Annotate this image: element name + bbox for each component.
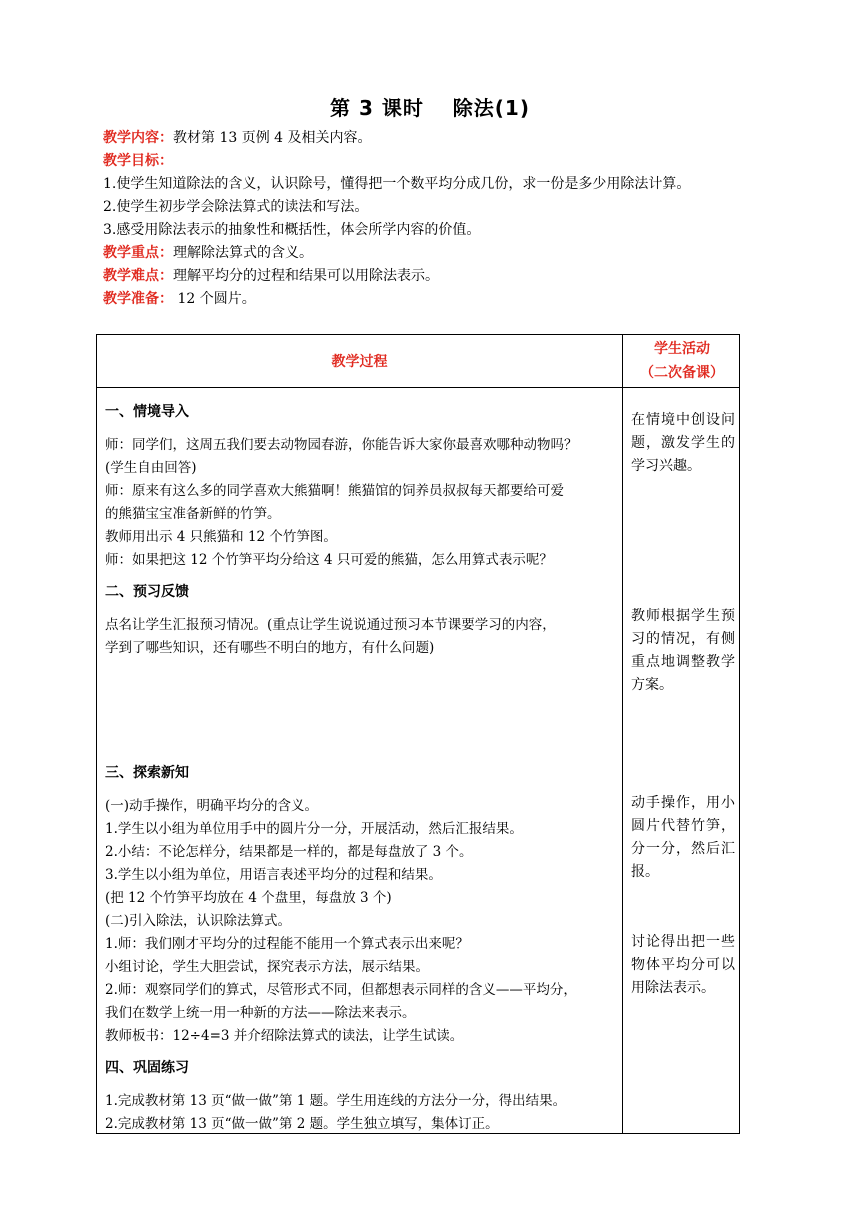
teaching-focus-text: 理解除法算式的含义。 (173, 245, 313, 261)
teaching-goals-label: 教学目标： (103, 153, 173, 169)
goal-item: 2.使学生初步学会除法算式的读法和写法。 (103, 199, 369, 215)
header-student-activity-line2: （二次备课） (640, 365, 724, 381)
column-divider (622, 335, 623, 1133)
header-teaching-process: 教学过程 (331, 354, 388, 370)
teaching-prep-label: 教学准备： (103, 291, 173, 307)
section-line: 2.完成教材第 13 页“做一做”第 2 题。学生独立填写，集体订正。 (105, 1116, 499, 1132)
lesson-table (96, 334, 740, 1134)
teaching-content-row (103, 128, 753, 148)
teaching-content-label: 教学内容： (103, 130, 173, 146)
teaching-difficulty-row (103, 266, 753, 286)
header-student-activity (623, 335, 741, 389)
section-heading: 三、探索新知 (105, 765, 189, 781)
section-line: (把 12 个竹笋平均放在 4 个盘里，每盘放 3 个) (105, 890, 392, 906)
teaching-difficulty-text: 理解平均分的过程和结果可以用除法表示。 (173, 268, 439, 284)
section-line: 1.学生以小组为单位用手中的圆片分一分，开展活动，然后汇报结果。 (105, 821, 523, 837)
teaching-goals-row (103, 151, 753, 171)
section-line: 师：同学们，这周五我们要去动物园春游，你能告诉大家你最喜欢哪种动物吗？ (105, 437, 578, 453)
teaching-content-text: 教材第 13 页例 4 及相关内容。 (173, 130, 372, 146)
side-note: 教师根据学生预习的情况，有侧重点地调整教学方案。 (631, 608, 735, 693)
section-heading: 一、情境导入 (105, 404, 189, 420)
section-line: 学到了哪些知识，还有哪些不明白的地方，有什么问题) (105, 640, 435, 656)
section-line: 3.学生以小组为单位，用语言表述平均分的过程和结果。 (105, 867, 442, 883)
header-student-activity-line1: 学生活动 (654, 341, 710, 357)
section-line: 1.师：我们刚才平均分的过程能不能用一个算式表示出来呢？ (105, 936, 469, 952)
teaching-prep-row (103, 289, 753, 309)
section-heading: 二、预习反馈 (105, 584, 189, 600)
side-note: 动手操作，用小圆片代替竹笋，分一分，然后汇报。 (631, 795, 735, 880)
section-line: 教师用出示 4 只熊猫和 12 个竹笋图。 (105, 529, 337, 545)
section-line: (一)动手操作，明确平均分的含义。 (105, 798, 319, 814)
section-line: 1.完成教材第 13 页“做一做”第 1 题。学生用连线的方法分一分，得出结果。 (105, 1093, 567, 1109)
section-line: 师：如果把这 12 个竹笋平均分给这 4 只可爱的熊猫，怎么用算式表示呢？ (105, 552, 553, 568)
section-line: (二)引入除法，认识除法算式。 (105, 913, 292, 929)
section-line: 2.小结：不论怎样分，结果都是一样的，都是每盘放了 3 个。 (105, 844, 473, 860)
section-line: (学生自由回答) (105, 460, 197, 476)
page-title: 第 3 课时 除法(1) (329, 96, 530, 120)
side-note: 讨论得出把一些物体平均分可以用除法表示。 (631, 934, 735, 996)
teaching-prep-text: 12 个圆片。 (173, 291, 256, 307)
side-note: 在情境中创设问题，激发学生的学习兴趣。 (631, 412, 735, 474)
section-heading: 四、巩固练习 (105, 1060, 189, 1076)
section-line: 师：原来有这么多的同学喜欢大熊猫啊！熊猫馆的饲养员叔叔每天都要给可爱 (105, 483, 564, 499)
section-line: 我们在数学上统一用一种新的方法——除法来表示。 (105, 1005, 416, 1021)
section-line: 小组讨论，学生大胆尝试，探究表示方法，展示结果。 (105, 959, 429, 975)
teaching-focus-label: 教学重点： (103, 245, 173, 261)
teaching-difficulty-label: 教学难点： (103, 268, 173, 284)
section-line: 2.师：观察同学们的算式，尽管形式不同，但都想表示同样的含义——平均分， (105, 982, 577, 998)
teaching-focus-row (103, 243, 753, 263)
goal-item: 1.使学生知道除法的含义，认识除号，懂得把一个数平均分成几份，求一份是多少用除法计算。 (103, 176, 691, 192)
goal-item: 3.感受用除法表示的抽象性和概括性，体会所学内容的价值。 (103, 222, 481, 238)
section-line: 的熊猫宝宝准备新鲜的竹笋。 (105, 506, 281, 522)
section-line: 教师板书：12÷4=3 并介绍除法算式的读法，让学生试读。 (105, 1028, 464, 1044)
section-line: 点名让学生汇报预习情况。(重点让学生说说通过预习本节课要学习的内容， (105, 617, 556, 633)
